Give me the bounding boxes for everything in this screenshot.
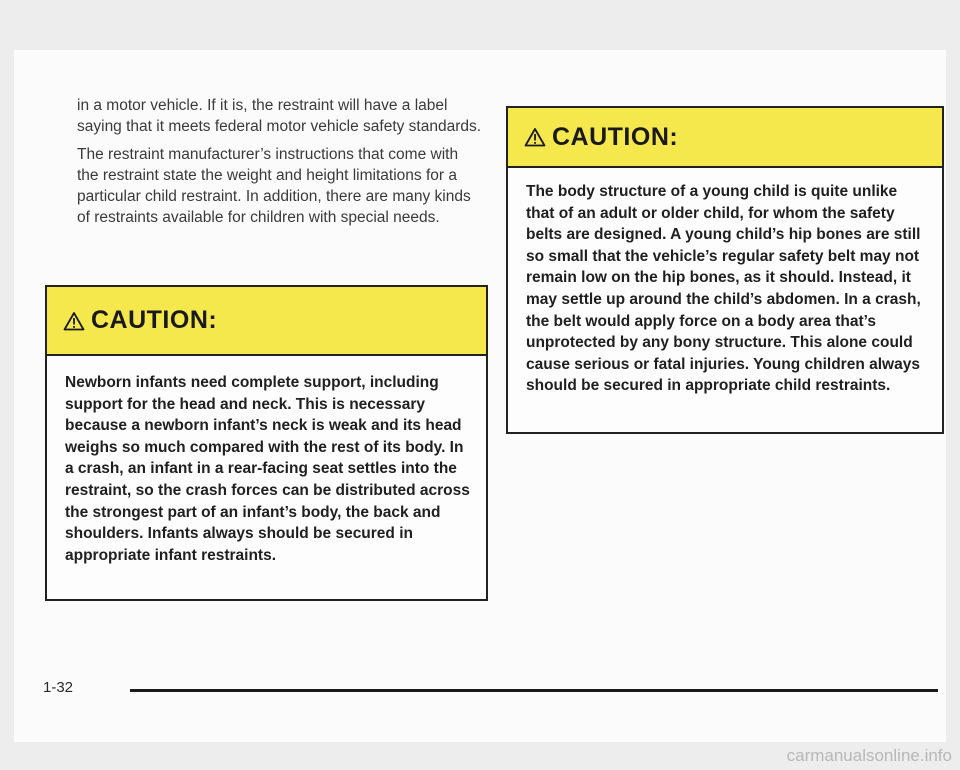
caution-header bbox=[508, 108, 942, 168]
footer-rule bbox=[130, 689, 938, 692]
body-paragraph-2: The restraint manufacturer’s instructions that come with the restraint state the weight and height limitations for a particular child restraint. In addition, there are many kinds of restraints available for children with special needs. bbox=[77, 146, 471, 226]
caution-box-young-child bbox=[506, 106, 944, 434]
watermark: carmanualsonline.info bbox=[786, 746, 952, 765]
caution-box-newborn bbox=[45, 285, 488, 601]
caution-title: CAUTION: bbox=[552, 122, 679, 151]
warning-triangle-icon bbox=[524, 127, 546, 147]
warning-triangle-icon bbox=[63, 311, 85, 331]
body-text bbox=[77, 95, 482, 235]
caution-title: CAUTION: bbox=[91, 306, 218, 334]
caution-header bbox=[47, 287, 486, 356]
page-number: 1-32 bbox=[43, 679, 74, 696]
body-paragraph-1: in a motor vehicle. If it is, the restraint will have a label saying that it meets federal motor vehicle safety standards. bbox=[77, 97, 482, 135]
caution-text: Newborn infants need complete support, including support for the head and neck. This is necessary because a newborn infant’s neck is weak and its head weighs so much compared with the rest of its body. In a crash, an infant in a rear-facing seat settles into the restraint, so the crash forces can be distributed across the strongest part of an infant’s body, the back and shoulders. Infants always should be secured in appropriate infant restraints. bbox=[65, 374, 470, 564]
caution-text: The body structure of a young child is quite unlike that of an adult or older child, for whom the safety belts are designed. A young child’s hip bones are still so small that the vehicle’s regular safety belt may not remain low on the hip bones, as it should. Instead, it may settle up around the child’s abdomen. In a crash, the belt would apply force on a body area that’s unprotected by any bony structure. This alone could cause serious or fatal injuries. Young children always should be secured in appropriate child restraints. bbox=[526, 183, 921, 395]
manual-page bbox=[14, 50, 946, 742]
